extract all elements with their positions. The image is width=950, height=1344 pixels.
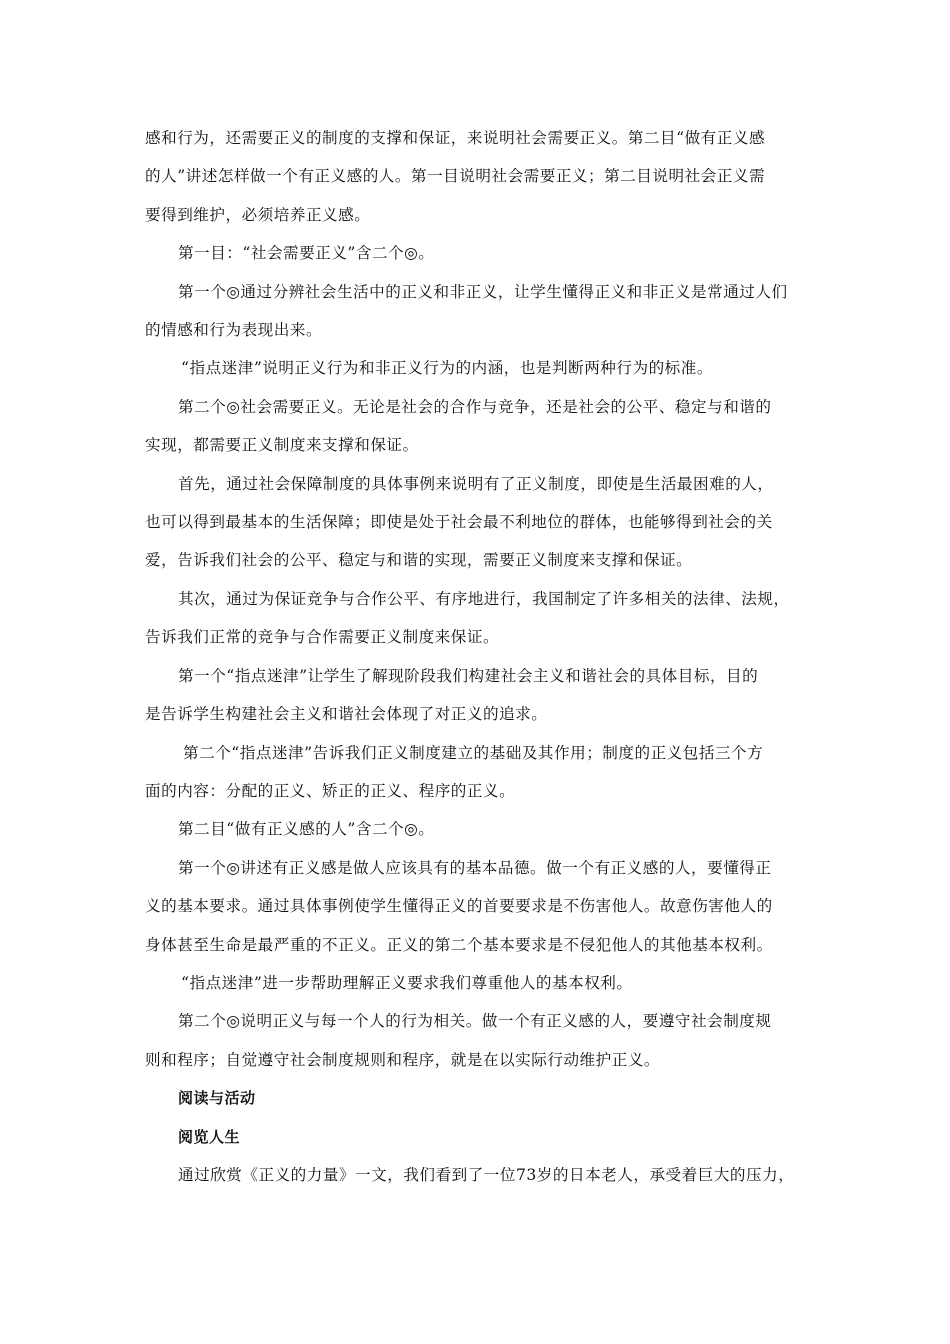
heading-reading-life: 阅览人生: [178, 1127, 241, 1146]
text-line: 首先，通过社会保障制度的具体事例来说明有了正义制度，即使是生活最困难的人，: [178, 474, 774, 493]
paragraph-firstly: [145, 465, 810, 580]
text-line: “指点迷津”说明正义行为和非正义行为的内涵，也是判断两种行为的标准。: [181, 359, 713, 378]
paragraph-section-two-first: [145, 849, 810, 964]
text-line: 也可以得到最基本的生活保障；即使是处于社会最不利地位的群体，也能够得到社会的关: [145, 513, 773, 532]
text-line: 身体甚至生命是最严重的不正义。正义的第二个基本要求是不侵犯他人的其他基本权利。: [145, 935, 773, 954]
paragraph-section-two-title: [145, 810, 810, 848]
text-line: 则和程序；自觉遵守社会制度规则和程序，就是在以实际行动维护正义。: [145, 1050, 661, 1069]
text-line: 其次，通过为保证竞争与合作公平、有序地进行，我国制定了许多相关的法律、法规，: [178, 589, 790, 608]
text-line: 面的内容：分配的正义、矫正的正义、程序的正义。: [145, 781, 516, 800]
text-line: 第二目“做有正义感的人”含二个◎。: [178, 820, 435, 839]
text-line: 通过欣赏《正义的力量》一文，我们看到了一位73岁的日本老人，承受着巨大的压力，: [178, 1165, 795, 1184]
text-line: 第二个◎社会需要正义。无论是社会的合作与竞争，还是社会的公平、稳定与和谐的: [178, 397, 772, 416]
text-line: 义的基本要求。通过具体事例使学生懂得正义的首要要求是不伤害他人。故意伤害他人的: [145, 897, 773, 916]
paragraph-guidance-first: [145, 657, 810, 734]
text-line: 第一目：“社会需要正义”含二个◎。: [178, 244, 435, 263]
paragraph-final: [145, 1156, 810, 1194]
paragraph-guidance-two: [145, 964, 810, 1002]
paragraph-section-one-title: [145, 234, 810, 272]
text-line: 要得到维护，必须培养正义感。: [145, 205, 371, 224]
paragraph-intro: [145, 119, 810, 234]
text-line: 感和行为，还需要正义的制度的支撑和保证，来说明社会需要正义。第二目“做有正义感: [145, 129, 766, 147]
text-line: 第二个◎说明正义与每一个人的行为相关。做一个有正义感的人，要遵守社会制度规: [178, 1012, 772, 1031]
text-line: 爱，告诉我们社会的公平、稳定与和谐的实现，需要正义制度来支撑和保证。: [145, 551, 693, 570]
text-line: 的情感和行为表现出来。: [145, 321, 323, 340]
text-line: 第一个◎讲述有正义感是做人应该具有的基本品德。做一个有正义感的人，要懂得正: [178, 858, 772, 877]
paragraph-second-point: [145, 388, 810, 465]
text-line: “指点迷津”进一步帮助理解正义要求我们尊重他人的基本权利。: [181, 973, 633, 992]
document-body: [145, 119, 810, 1194]
paragraph-section-two-second: [145, 1002, 810, 1079]
text-line: 的人”讲述怎样做一个有正义感的人。第一目说明社会需要正义；第二目说明社会正义需: [145, 167, 766, 186]
paragraph-guidance-second: [145, 734, 810, 811]
text-line: 实现，都需要正义制度来支撑和保证。: [145, 436, 419, 455]
text-line: 第二个“指点迷津”告诉我们正义制度建立的基础及其作用；制度的正义包括三个方: [183, 743, 764, 762]
paragraph-first-point: [145, 273, 810, 350]
text-line: 是告诉学生构建社会主义和谐社会体现了对正义的追求。: [145, 705, 548, 724]
text-line: 告诉我们正常的竞争与合作需要正义制度来保证。: [145, 628, 500, 647]
paragraph-guidance-one: [145, 349, 810, 387]
text-line: 第一个◎通过分辨社会生活中的正义和非正义，让学生懂得正义和非正义是常通过人们: [178, 282, 788, 301]
paragraph-secondly: [145, 580, 810, 657]
heading-reading-activity: 阅读与活动: [178, 1089, 256, 1108]
text-line: 第一个“指点迷津”让学生了解现阶段我们构建社会主义和谐社会的具体目标，目的: [178, 666, 759, 685]
